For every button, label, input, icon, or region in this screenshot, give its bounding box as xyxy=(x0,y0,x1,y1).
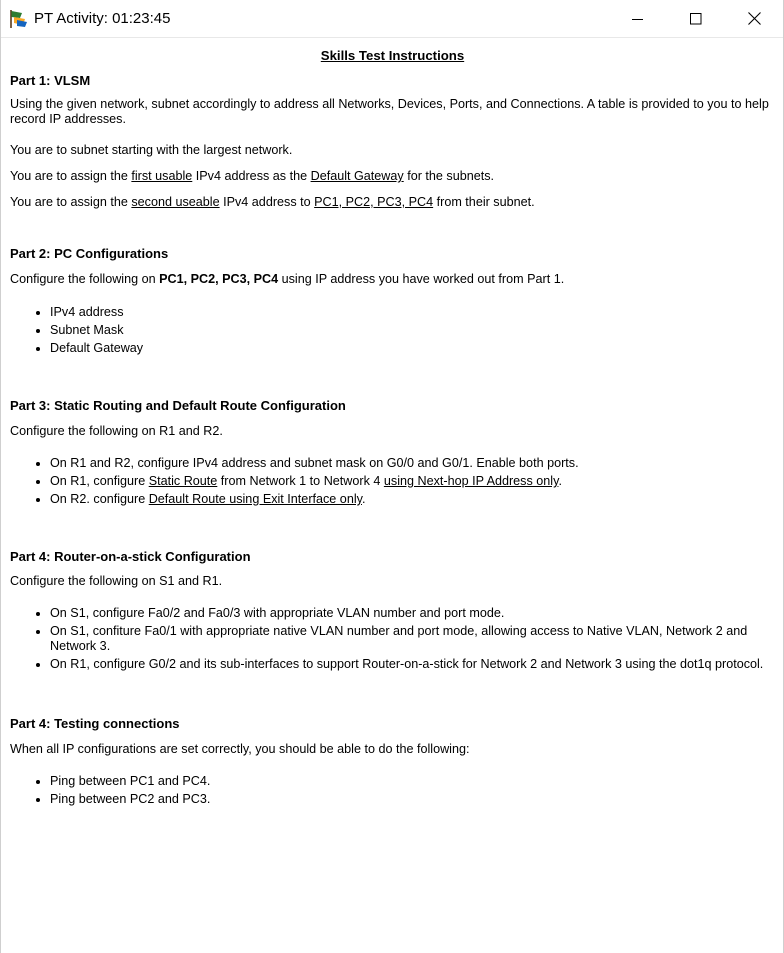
part4-list xyxy=(10,606,775,672)
list-item: • Default Gateway xyxy=(50,341,775,356)
part5-list xyxy=(10,774,775,807)
list-item: • On R1, configure G0/2 and its sub-interfaces to support Router-on-a-stick for Network 2 and Network 3 using the dot1q protocol. xyxy=(50,657,775,672)
maximize-icon xyxy=(690,13,702,25)
window-title: PT Activity: 01:23:45 xyxy=(34,10,171,27)
part1-line1: You are to subnet starting with the largest network. xyxy=(10,143,293,157)
title-bar[interactable] xyxy=(1,0,783,38)
list-item: • On R2. configure Default Route using Exit Interface only. xyxy=(50,492,775,507)
part3-list xyxy=(10,456,775,507)
part2-heading: Part 2: PC Configurations xyxy=(10,246,169,261)
part2-intro: Configure the following on PC1, PC2, PC3, PC4 using IP address you have worked out from Part 1. xyxy=(10,272,565,286)
minimize-icon xyxy=(632,13,644,25)
part5-intro: When all IP configurations are set correctly, you should be able to do the following: xyxy=(10,742,470,756)
list-item: • On S1, confiture Fa0/1 with appropriate native VLAN number and port mode, allowing access to Native VLAN, Network 2 and Network 3. xyxy=(50,624,775,654)
list-item: • Subnet Mask xyxy=(50,323,775,338)
close-icon xyxy=(748,12,761,25)
part1-intro: Using the given network, subnet accordingly to address all Networks, Devices, Ports, and Connections. A table is provided to you to help record IP addresses. xyxy=(10,97,769,126)
doc-title: Skills Test Instructions xyxy=(320,48,465,63)
part3-heading: Part 3: Static Routing and Default Route Configuration xyxy=(10,398,346,413)
part4-intro: Configure the following on S1 and R1. xyxy=(10,574,223,588)
part4-heading: Part 4: Router-on-a-stick Configuration xyxy=(10,549,251,564)
list-item: • Ping between PC1 and PC4. xyxy=(50,774,775,789)
maximize-button[interactable] xyxy=(667,0,725,38)
list-item: • On S1, configure Fa0/2 and Fa0/3 with appropriate VLAN number and port mode. xyxy=(50,606,775,621)
minimize-button[interactable] xyxy=(609,0,667,38)
part1-line3: You are to assign the second useable IPv4 address to PC1, PC2, PC3, PC4 from their subnet. xyxy=(10,195,535,209)
part2-list xyxy=(10,305,775,356)
instructions-content xyxy=(1,48,783,807)
part3-intro: Configure the following on R1 and R2. xyxy=(10,424,223,438)
list-item: • IPv4 address xyxy=(50,305,775,320)
packet-tracer-icon xyxy=(8,8,30,30)
list-item: • On R1 and R2, configure IPv4 address and subnet mask on G0/0 and G0/1. Enable both ports. xyxy=(50,456,775,471)
list-item: • On R1, configure Static Route from Network 1 to Network 4 using Next-hop IP Address only. xyxy=(50,474,775,489)
part5-heading: Part 4: Testing connections xyxy=(10,716,180,731)
part1-line2: You are to assign the first usable IPv4 address as the Default Gateway for the subnets. xyxy=(10,169,495,183)
part1-heading: Part 1: VLSM xyxy=(10,73,91,88)
close-button[interactable] xyxy=(725,0,783,38)
list-item: • Ping between PC2 and PC3. xyxy=(50,792,775,807)
